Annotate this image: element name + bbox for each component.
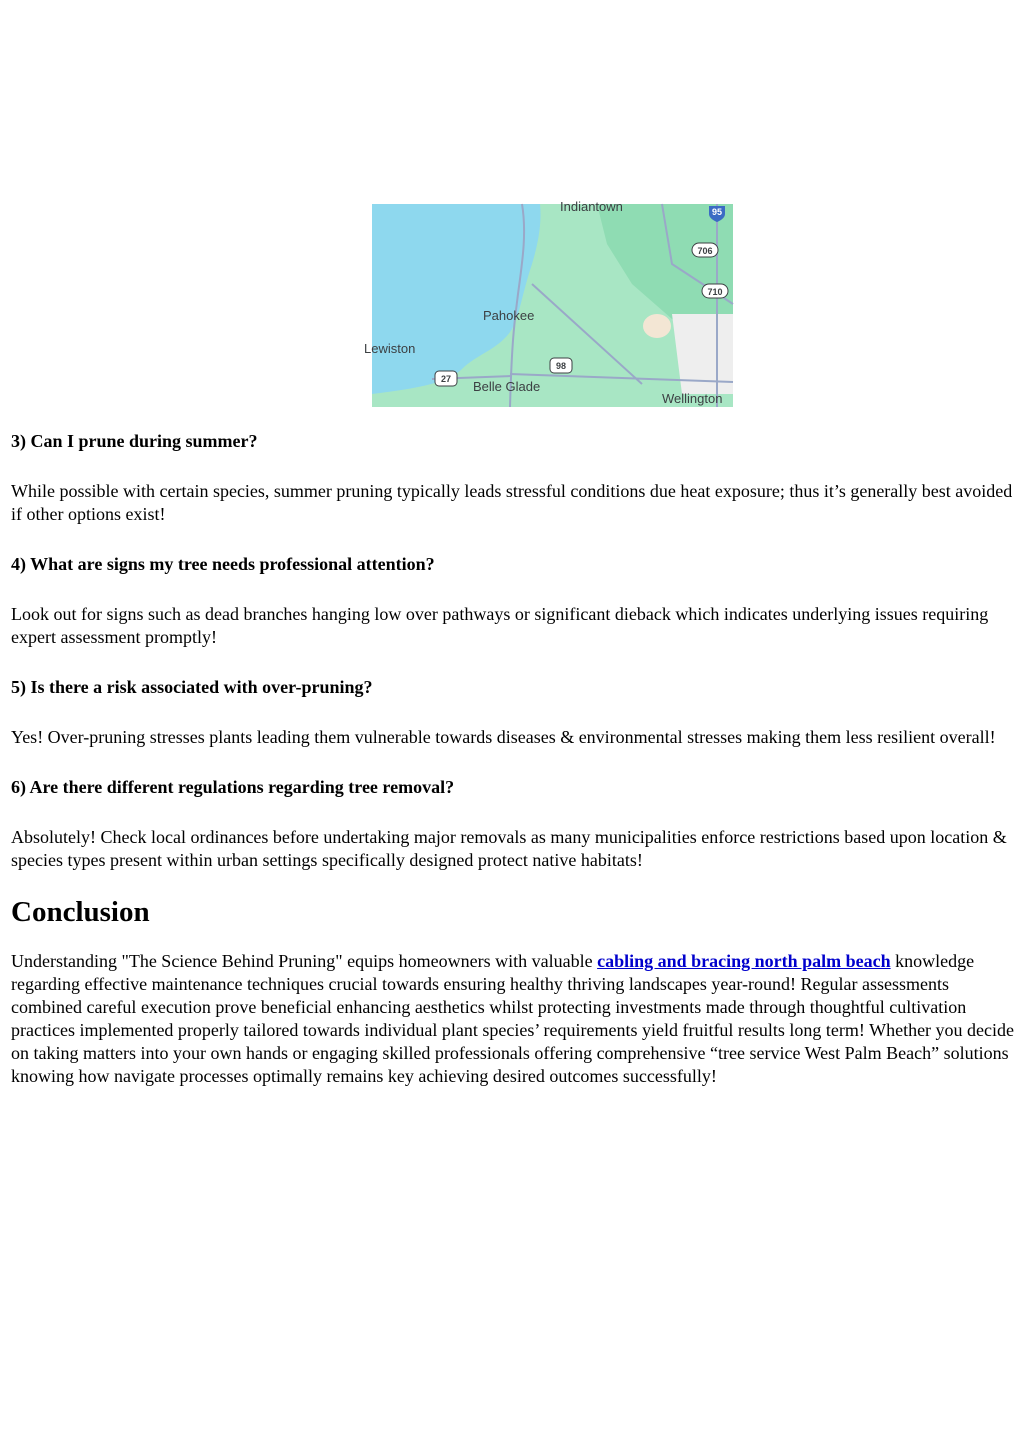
shield-27	[435, 371, 457, 386]
svg-text:27: 27	[440, 374, 452, 384]
svg-text:95: 95	[711, 207, 723, 217]
place-label-lewiston: Lewiston	[364, 341, 416, 356]
faq-question-4: 4) What are signs my tree needs professional attention?	[11, 554, 435, 574]
faq-answer-5: Yes! Over-pruning stresses plants leading them vulnerable towards diseases & environmental stresses making them less resilient overall!	[11, 727, 996, 747]
faq-question-6: 6) Are there different regulations regarding tree removal?	[11, 777, 455, 797]
conclusion-paragraph	[11, 950, 1015, 1088]
map-sand-area	[643, 314, 671, 338]
place-label-pahokee: Pahokee	[483, 308, 535, 323]
shield-710	[702, 284, 728, 298]
cabling-bracing-link[interactable]: cabling and bracing north palm beach	[597, 951, 891, 971]
conclusion-text-after-link: knowledge regarding effective maintenance techniques crucial towards ensuring healthy thriving landscapes year-round! Regular assessments combined careful execution prove beneficial enhancing aesthetics whilst protecting investments made through thoughtful cultivation practices implemented properly tailored towards individual plant species’ requirements yield fruitful results long term! Whether you decide on taking matters into your own hands or engaging skilled professionals offering comprehensive “tree service West Palm Beach” solutions knowing how navigate processes optimally remains key achieving desired outcomes successfully!	[11, 951, 1015, 1086]
place-label-belle-glade: Belle Glade	[473, 379, 541, 394]
map-graphic	[364, 199, 733, 407]
article-content	[11, 430, 1015, 1088]
svg-text:706: 706	[697, 246, 713, 256]
place-label-indiantown: Indiantown	[560, 199, 623, 214]
conclusion-heading: Conclusion	[11, 896, 150, 928]
shield-98	[550, 358, 572, 373]
conclusion-text-before-link: Understanding "The Science Behind Pruning" equips homeowners with valuable	[11, 951, 598, 971]
faq-answer-6: Absolutely! Check local ordinances before undertaking major removals as many municipalities enforce restrictions based upon location & species types present within urban settings specifically designed protect native habitats!	[11, 827, 1007, 870]
faq-answer-4: Look out for signs such as dead branches hanging low over pathways or significant dieback which indicates underlying issues requiring expert assessment promptly!	[11, 604, 989, 647]
svg-text:710: 710	[707, 287, 723, 297]
shield-706	[692, 243, 718, 257]
faq-question-5: 5) Is there a risk associated with over-pruning?	[11, 677, 373, 697]
place-label-wellington: Wellington	[662, 391, 723, 406]
faq-answer-3: While possible with certain species, summer pruning typically leads stressful conditions due heat exposure; thus it’s generally best avoided if other options exist!	[11, 481, 1013, 524]
svg-text:98: 98	[555, 361, 567, 371]
map-image	[364, 199, 733, 407]
faq-question-3: 3) Can I prune during summer?	[11, 431, 258, 451]
